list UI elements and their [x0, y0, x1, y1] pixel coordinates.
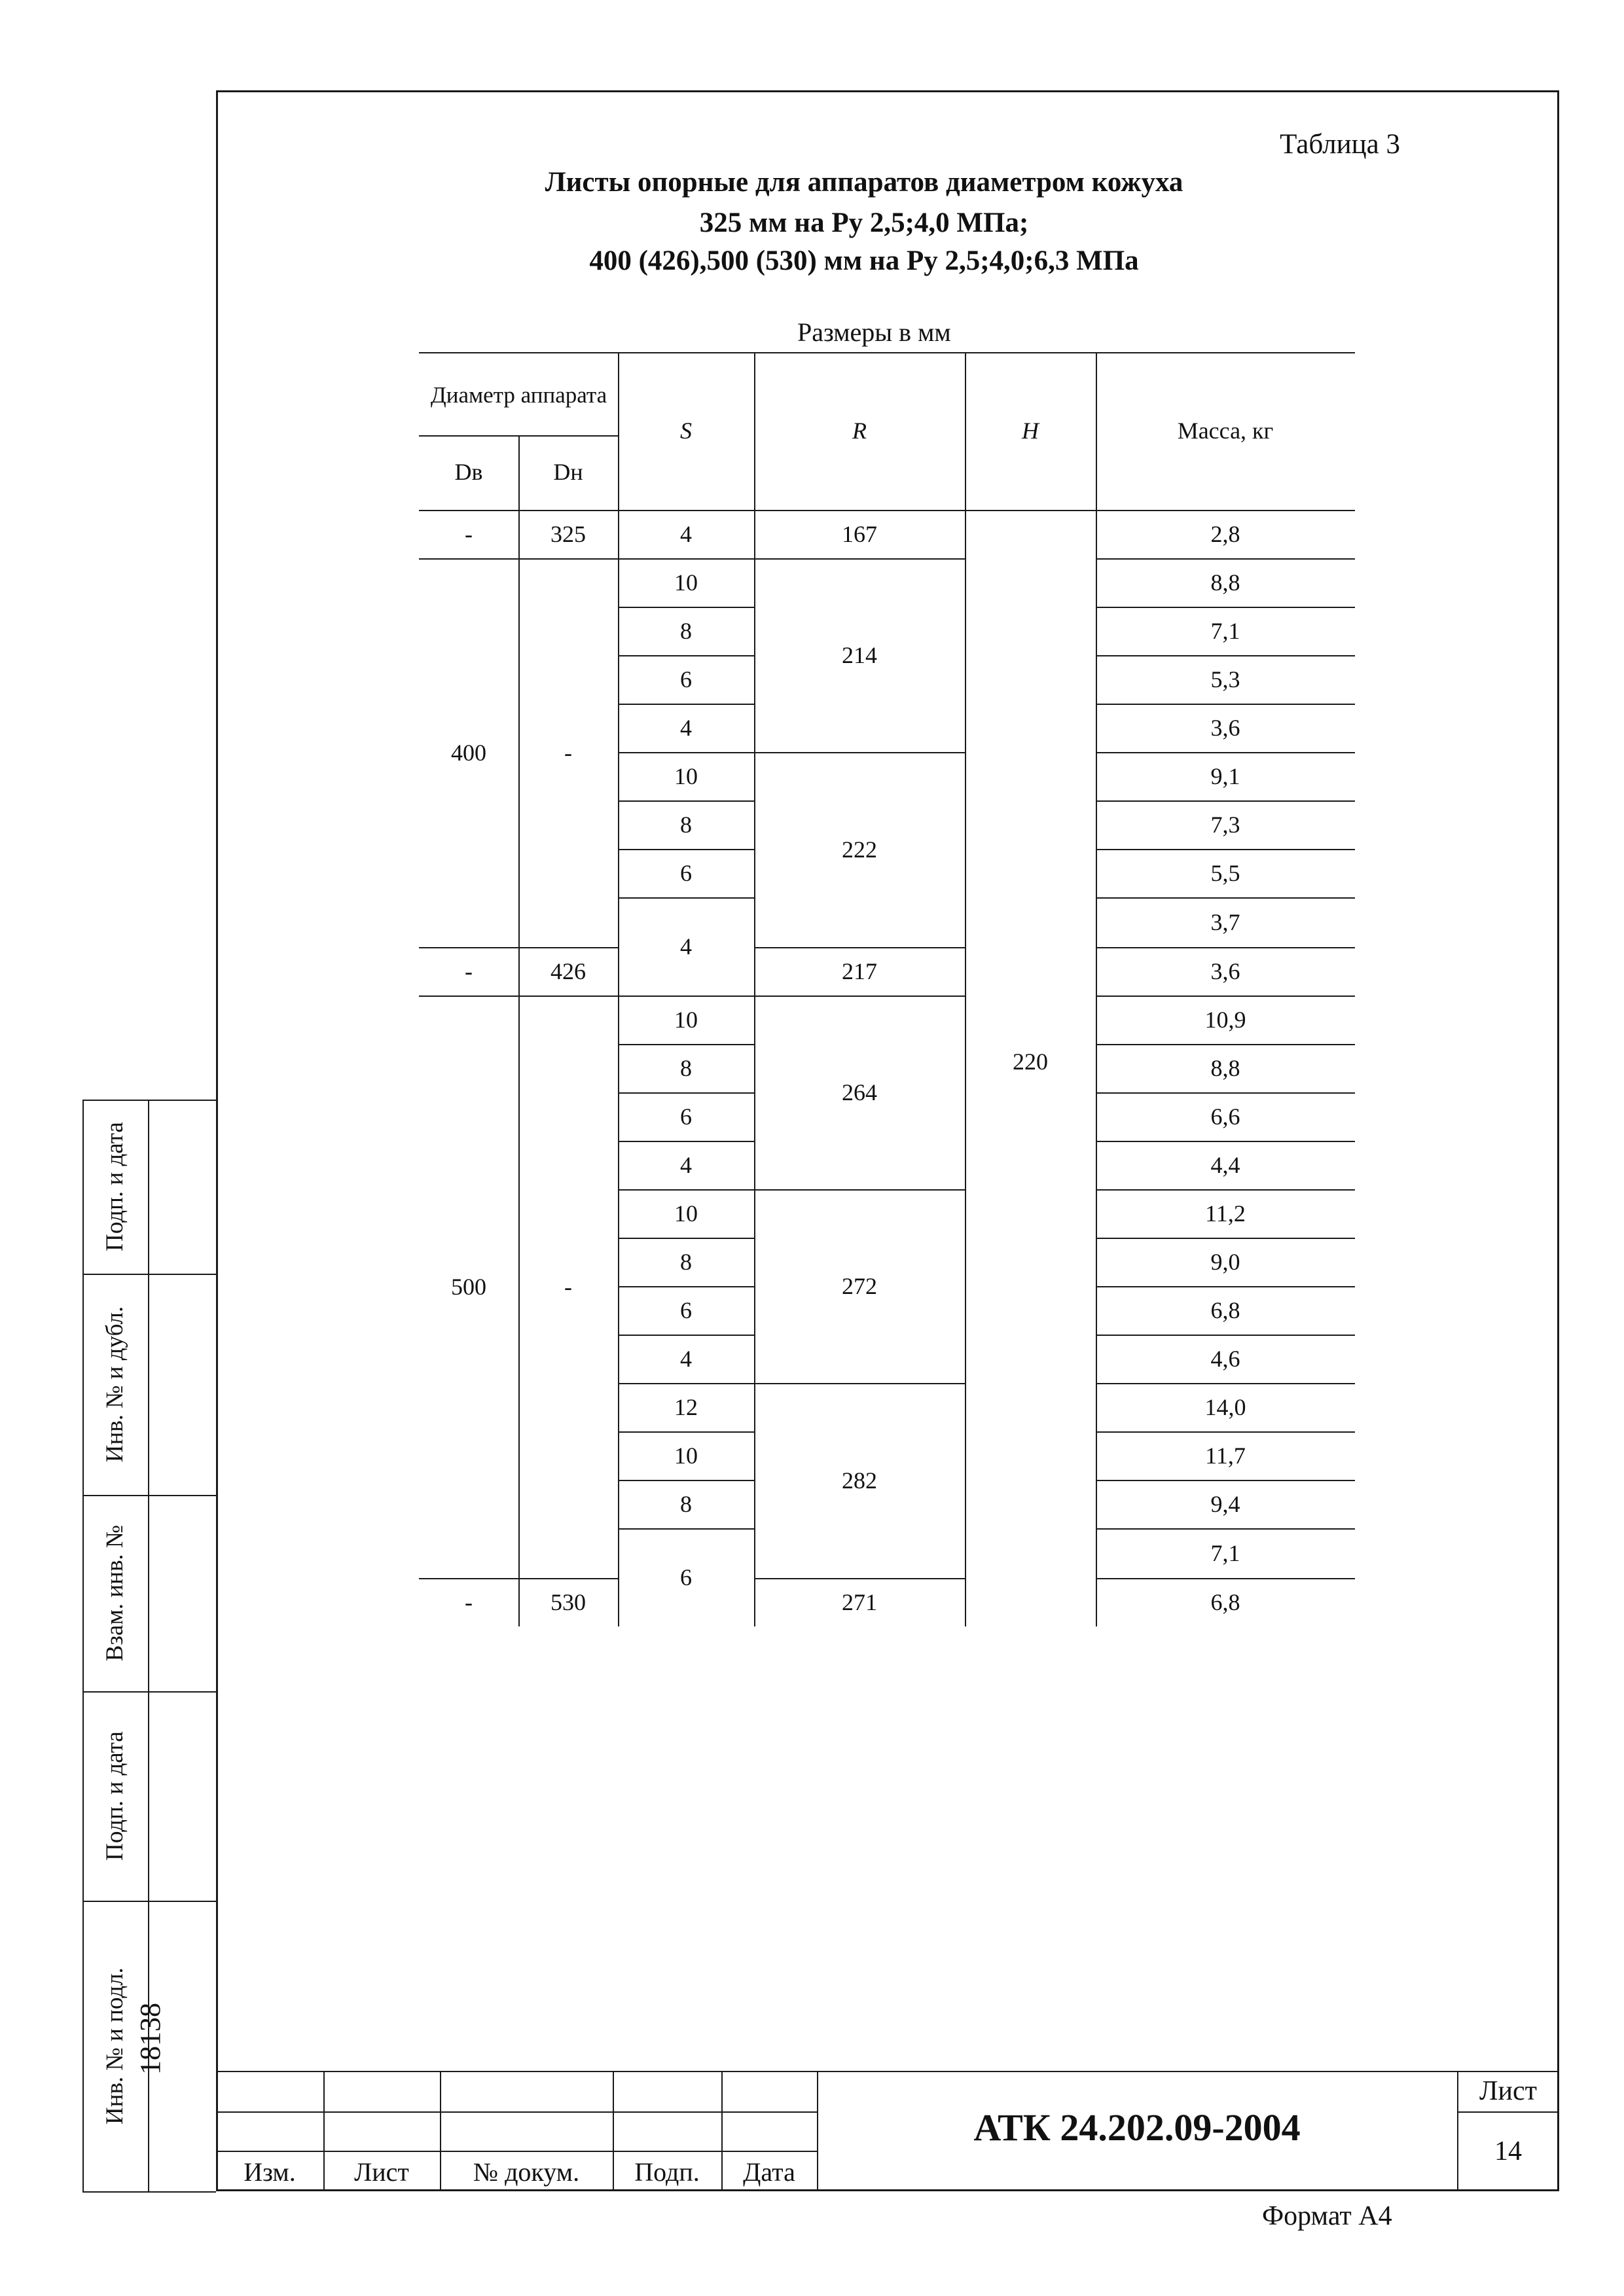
s-cell: 4	[680, 1346, 692, 1372]
header-h: H	[1022, 417, 1039, 444]
group-dv: -	[465, 1589, 473, 1615]
mass-cell: 14,0	[1204, 1394, 1246, 1420]
r-cell: 282	[842, 1467, 877, 1494]
group-dn: 530	[550, 1589, 586, 1615]
mass-cell: 5,3	[1210, 666, 1240, 692]
s-cell: 8	[680, 1249, 692, 1275]
s-cell: 4	[680, 521, 692, 547]
s-cell: 10	[674, 1443, 698, 1469]
mass-cell: 2,8	[1210, 521, 1240, 547]
s-cell: 10	[674, 569, 698, 596]
stamp-label-replace-inv: Взам. инв. №	[101, 1524, 128, 1662]
header-dn: Dн	[553, 459, 583, 486]
stamp-label-dup-inv: Инв. № и дубл.	[101, 1306, 128, 1463]
s-cell: 6	[680, 666, 692, 692]
group-dv: -	[465, 958, 473, 984]
s-cell: 4	[680, 1152, 692, 1178]
s-cell: 6	[680, 860, 692, 886]
h-cell: 220	[1013, 1049, 1048, 1075]
sheet-number: 14	[1494, 2136, 1522, 2166]
mass-cell: 7,1	[1210, 618, 1240, 644]
group-dn: 426	[550, 958, 586, 984]
stamp-label-sign-date: Подп. и дата	[101, 1122, 128, 1251]
header-s: S	[680, 417, 692, 444]
group-dn: 325	[550, 521, 586, 547]
mass-cell: 9,0	[1210, 1249, 1240, 1275]
stamp-label-orig-inv: Инв. № и подл.	[101, 1967, 128, 2125]
group-dv: -	[465, 521, 473, 547]
title-block-col-change: Изм.	[244, 2157, 296, 2187]
mass-cell: 3,6	[1210, 958, 1240, 984]
mass-cell: 10,9	[1204, 1007, 1246, 1033]
r-cell: 272	[842, 1273, 877, 1299]
header-r: R	[852, 417, 867, 444]
title-block-col-sign: Подп.	[634, 2157, 700, 2187]
group-dv: 500	[451, 1274, 486, 1300]
s-cell: 6	[680, 1103, 692, 1130]
s-cell: 10	[674, 1200, 698, 1227]
document-code: АТК 24.202.09-2004	[973, 2106, 1301, 2149]
s-cell: 10	[674, 1007, 698, 1033]
mass-cell: 4,6	[1210, 1346, 1240, 1372]
sheet-label: Лист	[1479, 2076, 1537, 2106]
r-cell: 271	[842, 1589, 877, 1615]
s-cell: 10	[674, 763, 698, 789]
s-cell: 8	[680, 618, 692, 644]
mass-cell: 9,4	[1210, 1491, 1240, 1517]
s-cell: 6	[680, 1297, 692, 1323]
header-diameter: Диаметр аппарата	[430, 382, 607, 408]
r-cell: 264	[842, 1079, 877, 1105]
r-cell: 222	[842, 836, 877, 863]
s-cell: 8	[680, 1491, 692, 1517]
stamp-label-sign-date-2: Подп. и дата	[101, 1731, 128, 1861]
r-cell: 167	[842, 521, 877, 547]
mass-cell: 6,8	[1210, 1297, 1240, 1323]
r-cell: 217	[842, 958, 877, 984]
format-note: Формат А4	[1262, 2201, 1392, 2231]
mass-cell: 11,2	[1205, 1200, 1246, 1227]
title-block-col-date: Дата	[743, 2157, 795, 2187]
s-cell: 12	[674, 1394, 698, 1420]
s-cell: 8	[680, 812, 692, 838]
s-cell: 8	[680, 1055, 692, 1081]
s-cell: 6	[680, 1564, 692, 1590]
mass-cell: 8,8	[1210, 1055, 1240, 1081]
header-mass: Масса, кг	[1177, 417, 1274, 444]
mass-cell: 5,5	[1210, 860, 1240, 886]
group-dn: -	[564, 740, 572, 766]
title-block-col-doc: № докум.	[473, 2157, 580, 2187]
s-cell: 4	[680, 933, 692, 960]
group-dv: 400	[451, 740, 486, 766]
group-dn: -	[564, 1274, 572, 1300]
header-dv: Dв	[454, 459, 483, 486]
table-title-line-2: 325 мм на Ру 2,5;4,0 МПа;	[699, 207, 1029, 238]
mass-cell: 6,6	[1210, 1103, 1240, 1130]
mass-cell: 3,7	[1210, 909, 1240, 935]
mass-cell: 3,6	[1210, 715, 1240, 741]
mass-cell: 7,3	[1210, 812, 1240, 838]
mass-cell: 9,1	[1210, 763, 1240, 789]
mass-cell: 4,4	[1210, 1152, 1240, 1178]
table-caption: Таблица 3	[1280, 129, 1400, 160]
r-cell: 214	[842, 642, 877, 668]
mass-cell: 8,8	[1210, 569, 1240, 596]
title-block-col-sheet: Лист	[354, 2157, 409, 2187]
units-note: Размеры в мм	[797, 317, 951, 347]
mass-cell: 11,7	[1205, 1443, 1246, 1469]
mass-cell: 7,1	[1210, 1540, 1240, 1566]
inventory-number: 18138	[134, 2003, 166, 2075]
table-title-line-3: 400 (426),500 (530) мм на Ру 2,5;4,0;6,3 МПа	[589, 245, 1139, 276]
mass-cell: 6,8	[1210, 1589, 1240, 1615]
s-cell: 4	[680, 715, 692, 741]
table-title-line-1: Листы опорные для аппаратов диаметром кожуха	[545, 167, 1183, 198]
